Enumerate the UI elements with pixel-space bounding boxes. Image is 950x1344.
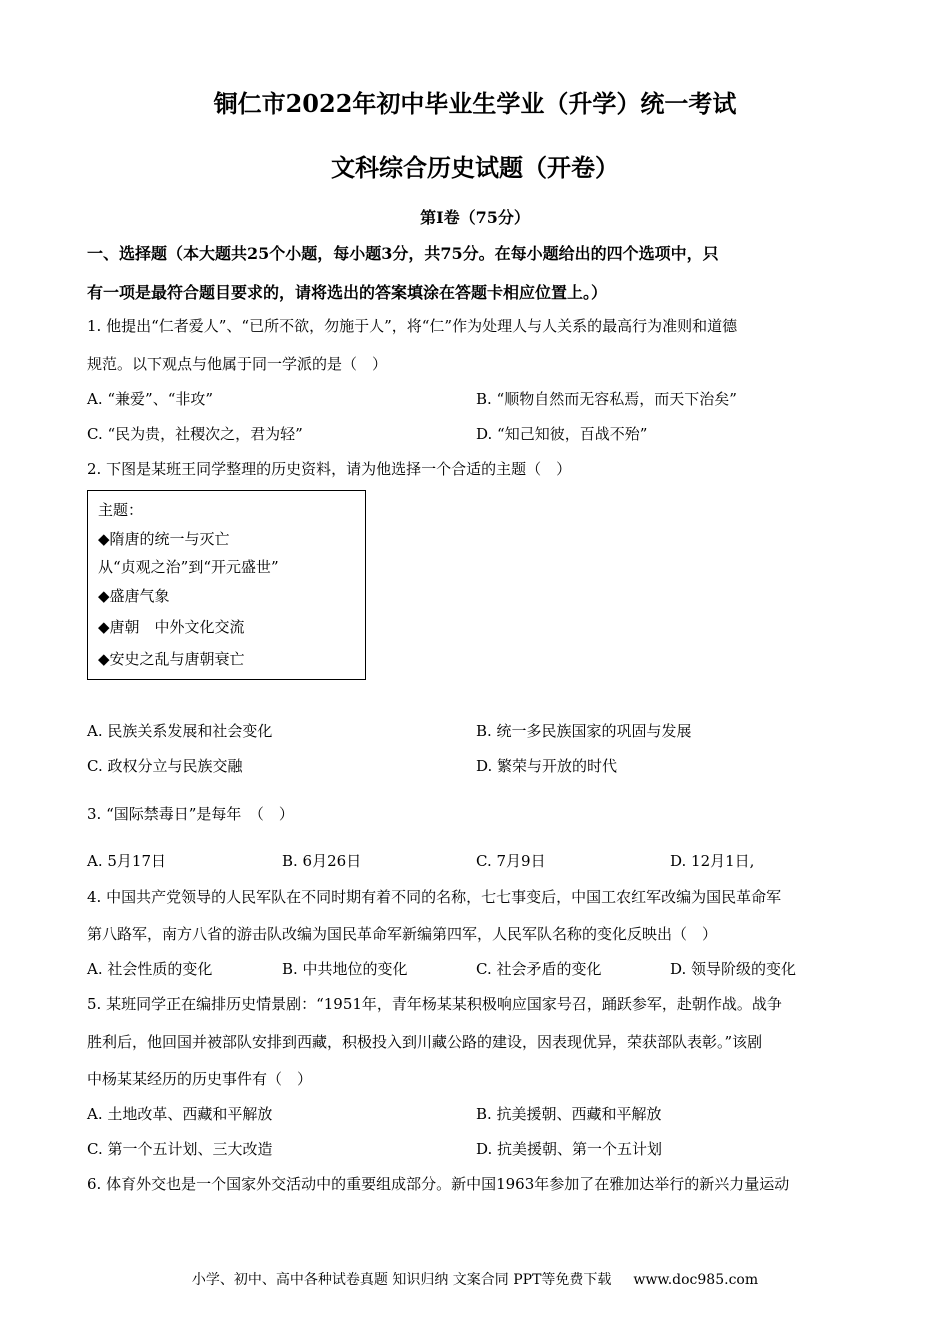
footer-url[interactable]: www.doc985.com: [633, 1272, 759, 1288]
question-1-option-b: B. “顺物自然而无容私焉，而天下治矣”: [476, 390, 737, 408]
question-4-stem-line2: 第八路军，南方八省的游击队改编为国民革命军新编第四军，人民军队名称的变化反映出（ ）: [87, 925, 718, 943]
question-1-option-c: C. “民为贵，社稷次之，君为轻”: [87, 425, 303, 443]
question-5-stem-line3: 中杨某某经历的历史事件有（ ）: [87, 1070, 313, 1088]
question-5-option-c: C. 第一个五计划、三大改造: [87, 1140, 273, 1158]
question-1-stem-line1: 1. 他提出“仁者爱人”、“已所不欲，勿施于人”，将“仁”作为处理人与人关系的最高行为准则和道德: [87, 317, 738, 335]
material-item: 从“贞观之治”到“开元盛世”: [98, 558, 279, 576]
material-heading: 主题：: [98, 501, 144, 519]
question-4-option-a: A. 社会性质的变化: [87, 960, 213, 978]
question-4-option-d: D. 领导阶级的变化: [670, 960, 797, 978]
question-1-option-a: A. “兼爱”、“非攻”: [87, 390, 214, 408]
question-5-stem-line2: 胜利后，他回国并被部队安排到西藏，积极投入到川藏公路的建设，因表现优异，荣获部队表彰。”该剧: [87, 1033, 763, 1051]
section-instruction-line2: 有一项是最符合题目要求的，请将选出的答案填涂在答题卡相应位置上。）: [87, 283, 608, 302]
question-3-stem: 3. “国际禁毒日”是每年 （ ）: [87, 805, 294, 823]
question-3-option-b: B. 6月26日: [282, 852, 362, 870]
question-5-option-d: D. 抗美援朝、第一个五计划: [476, 1140, 663, 1158]
question-4-option-c: C. 社会矛盾的变化: [476, 960, 602, 978]
question-2-material-box: [87, 490, 366, 680]
section-instruction-line1: 一、选择题（本大题共25个小题，每小题3分，共75分。在每小题给出的四个选项中，只: [87, 244, 719, 263]
question-1-option-d: D. “知己知彼，百战不殆”: [476, 425, 648, 443]
question-2-stem: 2. 下图是某班王同学整理的历史资料，请为他选择一个合适的主题（ ）: [87, 460, 572, 478]
exam-title: 铜仁市2022年初中毕业生学业（升学）统一考试: [213, 89, 737, 118]
question-3-option-a: A. 5月17日: [87, 852, 166, 870]
question-2-option-d: D. 繁荣与开放的时代: [476, 757, 618, 775]
material-item: ◆安史之乱与唐朝衰亡: [98, 650, 245, 668]
question-4-stem-line1: 4. 中国共产党领导的人民军队在不同时期有着不同的名称，七七事变后，中国工农红军改编为国民革命军: [87, 888, 782, 906]
volume-heading: 第Ⅰ卷（75分）: [420, 208, 530, 227]
question-5-option-a: A. 土地改革、西藏和平解放: [87, 1105, 273, 1123]
question-2-option-c: C. 政权分立与民族交融: [87, 757, 243, 775]
material-item: ◆隋唐的统一与灭亡: [98, 530, 230, 548]
question-5-option-b: B. 抗美援朝、西藏和平解放: [476, 1105, 662, 1123]
exam-subtitle: 文科综合历史试题（开卷）: [331, 153, 619, 182]
question-5-stem-line1: 5. 某班同学正在编排历史情景剧：“1951年，青年杨某某积极响应国家号召，踊跃参军，赴朝作战。战争: [87, 995, 782, 1013]
question-6-stem-line1: 6. 体育外交也是一个国家外交活动中的重要组成部分。新中国1963年参加了在雅加达举行的新兴力量运动: [87, 1175, 790, 1193]
question-2-option-a: A. 民族关系发展和社会变化: [87, 722, 273, 740]
question-2-option-b: B. 统一多民族国家的巩固与发展: [476, 722, 692, 740]
footer-text: 小学、初中、高中各种试卷真题 知识归纳 文案合同 PPT等免费下载: [191, 1272, 612, 1288]
question-3-option-d: D. 12月1日,: [670, 852, 755, 870]
page-footer: [0, 1269, 950, 1289]
question-3-option-c: C. 7月9日: [476, 852, 546, 870]
question-4-option-b: B. 中共地位的变化: [282, 960, 408, 978]
material-item: ◆盛唐气象: [98, 587, 170, 605]
question-1-stem-line2: 规范。以下观点与他属于同一学派的是（ ）: [87, 355, 388, 373]
material-item: ◆唐朝 中外文化交流: [98, 618, 245, 636]
